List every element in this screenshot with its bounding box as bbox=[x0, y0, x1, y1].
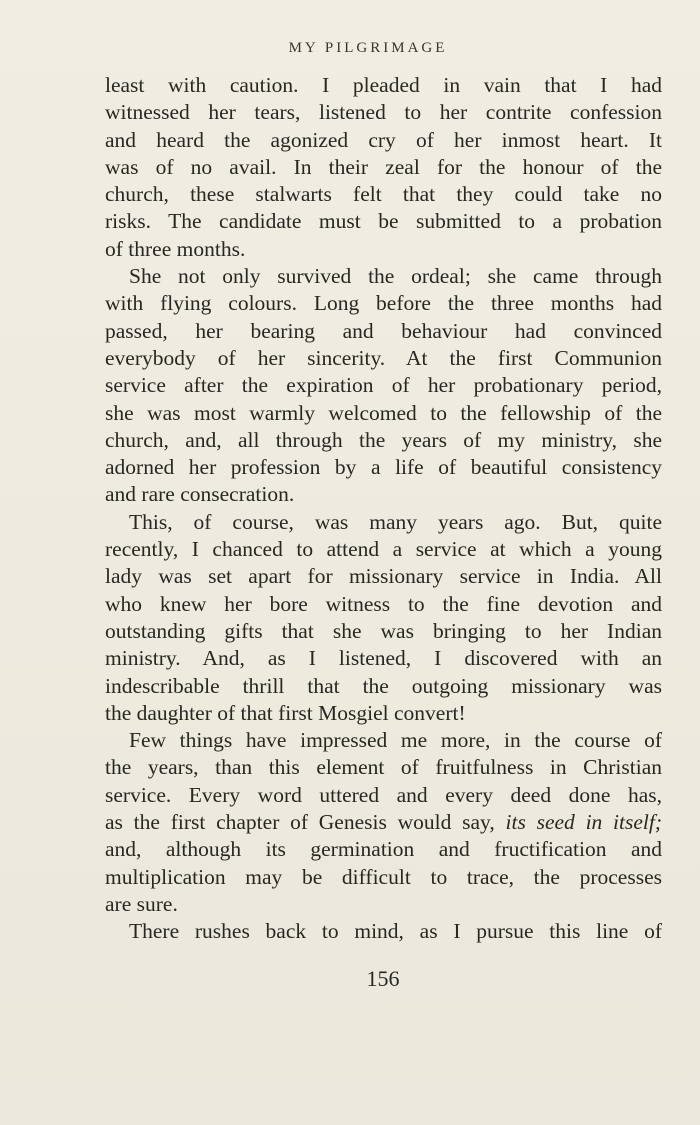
italic-phrase: its seed in itself; bbox=[505, 810, 663, 835]
text-line: the daughter of that first Mosgiel convert! bbox=[105, 700, 466, 725]
text-line: and heard the agonized cry of her inmost heart. It bbox=[105, 127, 662, 152]
body-text bbox=[105, 72, 662, 946]
paragraph bbox=[105, 509, 662, 727]
text-line: passed, her bearing and behaviour had convinced bbox=[105, 318, 662, 343]
text-line: service after the expiration of her probationary period, bbox=[105, 373, 662, 398]
text-line: She not only survived the ordeal; she came through bbox=[129, 264, 662, 289]
text-line: lady was set apart for missionary service in India. All bbox=[105, 564, 662, 589]
text-line: the years, than this element of fruitfulness in Christian bbox=[105, 755, 662, 780]
text-line: are sure. bbox=[105, 891, 178, 916]
text-line: church, these stalwarts felt that they could take no bbox=[105, 182, 662, 207]
text-line: outstanding gifts that she was bringing to her Indian bbox=[105, 618, 662, 643]
text-line: with flying colours. Long before the three months had bbox=[105, 291, 662, 316]
text-line: she was most warmly welcomed to the fellowship of the bbox=[105, 400, 662, 425]
text-line: multiplication may be difficult to trace, the processes bbox=[105, 864, 662, 889]
text-line: was of no avail. In their zeal for the honour of the bbox=[105, 154, 662, 179]
paragraph bbox=[105, 72, 662, 263]
text-line: church, and, all through the years of my ministry, she bbox=[105, 427, 662, 452]
text-line: indescribable thrill that the outgoing missionary was bbox=[105, 673, 662, 698]
text-line: who knew her bore witness to the fine devotion and bbox=[105, 591, 662, 616]
text-line bbox=[105, 809, 662, 836]
text-line: ministry. And, as I listened, I discovered with an bbox=[105, 646, 662, 671]
text-line: This, of course, was many years ago. But, quite bbox=[129, 509, 662, 534]
text-line: witnessed her tears, listened to her contrite confession bbox=[105, 100, 662, 125]
text-line: adorned her profession by a life of beautiful consistency bbox=[105, 455, 662, 480]
text-line: Few things have impressed me more, in the course of bbox=[129, 728, 662, 753]
paragraph bbox=[105, 727, 662, 918]
text-run: as the first chapter of Genesis would say, bbox=[105, 810, 506, 835]
text-line: least with caution. I pleaded in vain that I had bbox=[105, 73, 662, 97]
text-line: risks. The candidate must be submitted to a probation bbox=[105, 209, 662, 234]
paragraph bbox=[105, 263, 662, 509]
running-head: MY PILGRIMAGE bbox=[288, 40, 448, 56]
page-number: 156 bbox=[366, 966, 400, 991]
text-line: There rushes back to mind, as I pursue this line of bbox=[129, 919, 662, 944]
text-line: of three months. bbox=[105, 236, 246, 261]
paragraph bbox=[105, 918, 662, 945]
text-line: service. Every word uttered and every deed done has, bbox=[105, 782, 662, 807]
text-line: recently, I chanced to attend a service at which a young bbox=[105, 537, 662, 562]
text-line: everybody of her sincerity. At the first Communion bbox=[105, 345, 662, 370]
text-line: and, although its germination and fructification and bbox=[105, 837, 662, 862]
text-line: and rare consecration. bbox=[105, 482, 295, 507]
